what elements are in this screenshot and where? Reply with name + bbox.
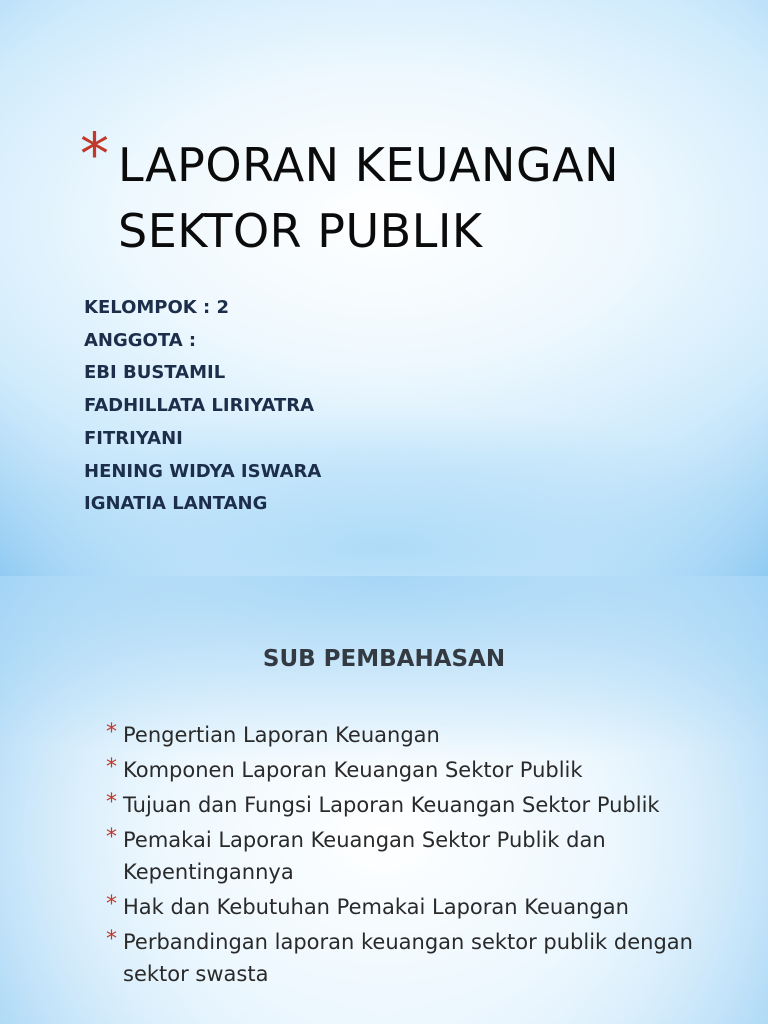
member-name: FADHILLATA LIRIYATRA	[84, 395, 315, 417]
sub-topics-heading: SUB PEMBAHASAN	[262, 646, 506, 672]
group-label: KELOMPOK : 2	[84, 297, 229, 318]
asterisk-bullet-icon: *	[106, 720, 117, 745]
slide-title	[118, 132, 619, 264]
list-item-text: Tujuan dan Fungsi Laporan Keuangan Sektor Publik	[123, 793, 660, 817]
member-name: EBI BUSTAMIL	[84, 362, 226, 384]
slide-title-line-1: LAPORAN KEUANGAN	[118, 138, 619, 192]
list-item-text: Komponen Laporan Keuangan Sektor Publik	[123, 758, 583, 782]
list-item-text: Perbandingan laporan keuangan sektor publik dengan sektor swasta	[123, 930, 693, 986]
member-name: IGNATIA LANTANG	[84, 493, 268, 515]
asterisk-bullet-icon: *	[106, 825, 117, 850]
asterisk-bullet-icon: *	[106, 790, 117, 815]
list-item	[106, 926, 726, 990]
asterisk-bullet-icon: *	[106, 892, 117, 917]
asterisk-bullet-icon: *	[80, 120, 109, 188]
list-item-text: Pengertian Laporan Keuangan	[123, 723, 440, 747]
list-item	[106, 891, 726, 923]
list-item	[106, 754, 726, 786]
list-item	[106, 789, 726, 821]
member-name: HENING WIDYA ISWARA	[84, 460, 322, 482]
slide-title-line-2: SEKTOR PUBLIK	[118, 204, 483, 258]
sub-topics-list	[106, 719, 726, 993]
list-item-text: Pemakai Laporan Keuangan Sektor Publik dan Kepentingannya	[123, 828, 606, 884]
member-name: FITRIYANI	[84, 427, 183, 449]
asterisk-bullet-icon: *	[106, 927, 117, 952]
list-item-text: Hak dan Kebutuhan Pemakai Laporan Keuangan	[123, 895, 629, 919]
group-members-list	[84, 292, 321, 521]
members-label: ANGGOTA :	[84, 329, 197, 351]
sub-topics-slide	[0, 576, 768, 1024]
list-item	[106, 719, 726, 751]
list-item	[106, 824, 726, 888]
asterisk-bullet-icon: *	[106, 755, 117, 780]
